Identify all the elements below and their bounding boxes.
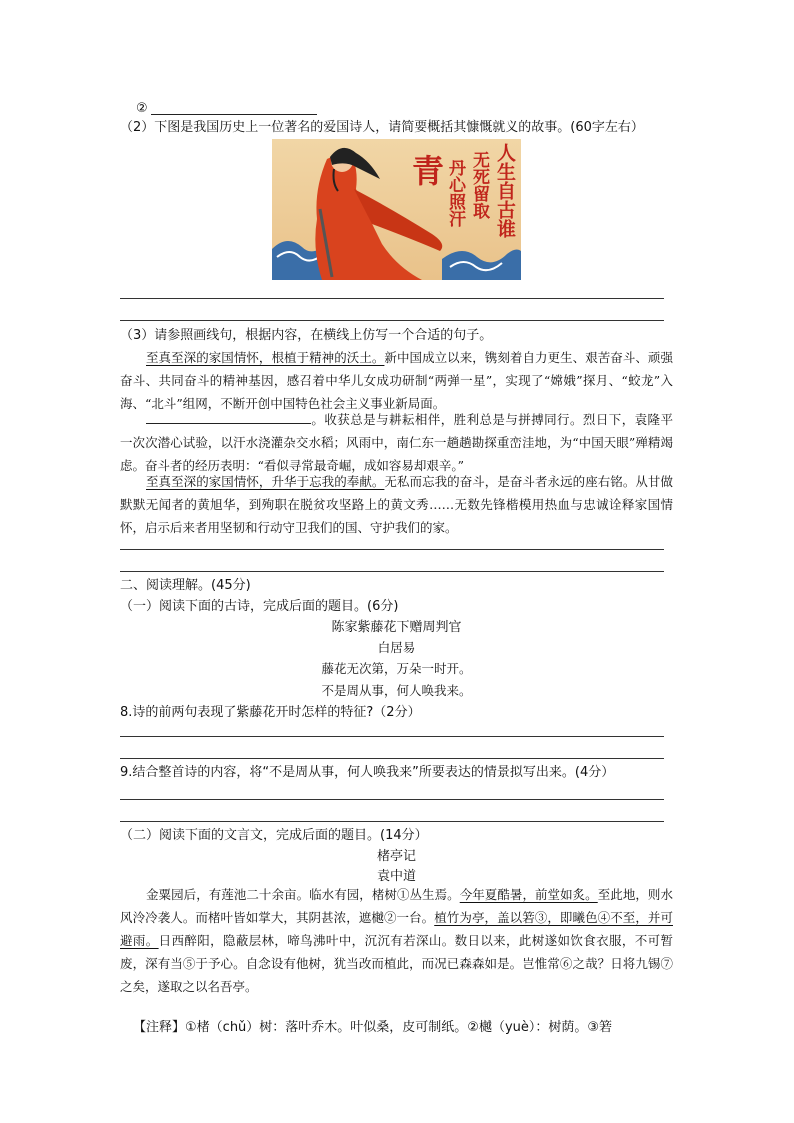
prose-underlined-1: 今年夏酷暑，前堂如炙。	[459, 887, 598, 902]
answer-line[interactable]	[120, 758, 664, 759]
prose-author: 袁中道	[376, 869, 416, 884]
answer-item-2-label: ②	[136, 101, 148, 116]
calligraphy-col-1: 人生自古谁	[494, 143, 516, 238]
imitation-blank[interactable]	[146, 411, 311, 424]
underlined-sentence-1: 至真至深的家国情怀，根植于精神的沃土。	[146, 350, 385, 365]
prose-underlined-2: 植竹为亭，盖以箬③，即曦色④不至，并可避雨。	[120, 910, 673, 948]
answer-line[interactable]	[120, 799, 664, 800]
paragraph-1-text: 新中国成立以来，镌刻着自力更生、艰苦奋斗、顽强奋斗、共同奋斗的精神基因，感召着中华儿女成功研制“两弹一星”，实现了“嫦娥”探月、“蛟龙”入海、“北斗”组网，不断开创中国特色社会主义事业新局面。	[120, 350, 673, 411]
prose-title: 楮亭记	[376, 849, 416, 864]
answer-line[interactable]	[120, 549, 664, 550]
paragraph-2-text: 。收获总是与耕耘相伴，胜利总是与拼搏同行。烈日下，袁隆平一次次潜心试验，以汗水浇灌杂交水稻；风雨中，南仁东一趟趟勘探重峦洼地，为“中国天眼”殚精竭虑。奋斗者的经历表明：“看似寻常最奇崛，成如容易却艰辛。”	[120, 412, 673, 473]
answer-line[interactable]	[120, 320, 664, 321]
calligraphy-block	[410, 141, 518, 276]
paragraph-3-text: 无私而忘我的奋斗，是奋斗者永远的座右铭。从甘做默默无闻者的黄旭华，到殉职在脱贫攻坚路上的黄文秀……无数先锋楷模用热血与忠诚诠释家国情怀，启示后来者用坚韧和行动守卫我们的国、守护我们的家。	[120, 474, 673, 535]
poem-line-2: 不是周从事，何人唤我来。	[321, 683, 472, 698]
calligraphy-col-2: 无死留取	[469, 151, 489, 219]
poem-title: 陈家紫藤花下赠周判官	[331, 620, 462, 635]
poet-illustration	[272, 139, 521, 280]
question-7-2: （2）下图是我国历史上一位著名的爱国诗人，请简要概括其慷慨就义的故事。(60字左右）	[120, 120, 644, 135]
passage-paragraph-1	[120, 346, 673, 415]
poem-author: 白居易	[377, 640, 416, 655]
section-2-heading: 二、阅读理解。(45分)	[120, 578, 251, 593]
part-2-heading: （二）阅读下面的文言文，完成后面的题目。(14分）	[120, 828, 428, 843]
answer-line[interactable]	[120, 736, 664, 737]
poem-line-1: 藤花无次第，万朵一时开。	[321, 661, 472, 676]
part-1-heading: （一）阅读下面的古诗，完成后面的题目。(6分)	[120, 599, 399, 614]
answer-line[interactable]	[120, 571, 664, 572]
question-9: 9.结合整首诗的内容，将“不是周从事，何人唤我来”所要表达的情景拟写出来。(4分）	[120, 765, 615, 780]
question-7-3: （3）请参照画线句，根据内容，在横线上仿写一个合适的句子。	[120, 328, 493, 343]
calligraphy-col-4: 青	[412, 152, 445, 190]
passage-paragraph-3	[120, 470, 673, 539]
passage-paragraph-2	[120, 408, 673, 477]
answer-line[interactable]	[120, 298, 664, 299]
notes-text: ①楮（chǔ）树：落叶乔木。叶似桑，皮可制纸。②樾（yuè）：树荫。③箬	[185, 1020, 613, 1035]
prose-passage	[120, 883, 673, 998]
answer-blank-2[interactable]	[151, 114, 317, 115]
annotation-notes	[133, 1019, 678, 1037]
prose-sentence-3: 日西醉阳，隐蔽层林，啼鸟沸叶中，沉沉有若深山。数日以来，此树遂如饮食衣服，不可暂废，深有当⑤于予心。自念设有他树，犹当改而植此，而况已森森如是。岂惟常⑥之哉？日将九锡⑦之矣，遂取之以名吾亭。	[120, 933, 673, 994]
prose-sentence-2: 至此地，则水风泠冷袭人。而楮叶皆如掌大，其阴甚浓，遮樾②一台。	[120, 887, 673, 925]
prose-sentence-1: 金粟园后，有莲池二十余亩。临水有园，楮树①丛生焉。	[146, 887, 460, 902]
question-8: 8.诗的前两句表现了紫藤花开时怎样的特征?（2分）	[120, 705, 421, 720]
underlined-sentence-2: 至真至深的家国情怀，升华于忘我的奉献。	[146, 474, 385, 489]
calligraphy-col-3: 丹心照汗	[445, 159, 465, 227]
answer-line[interactable]	[120, 821, 664, 822]
notes-label: 【注释】	[133, 1020, 186, 1035]
